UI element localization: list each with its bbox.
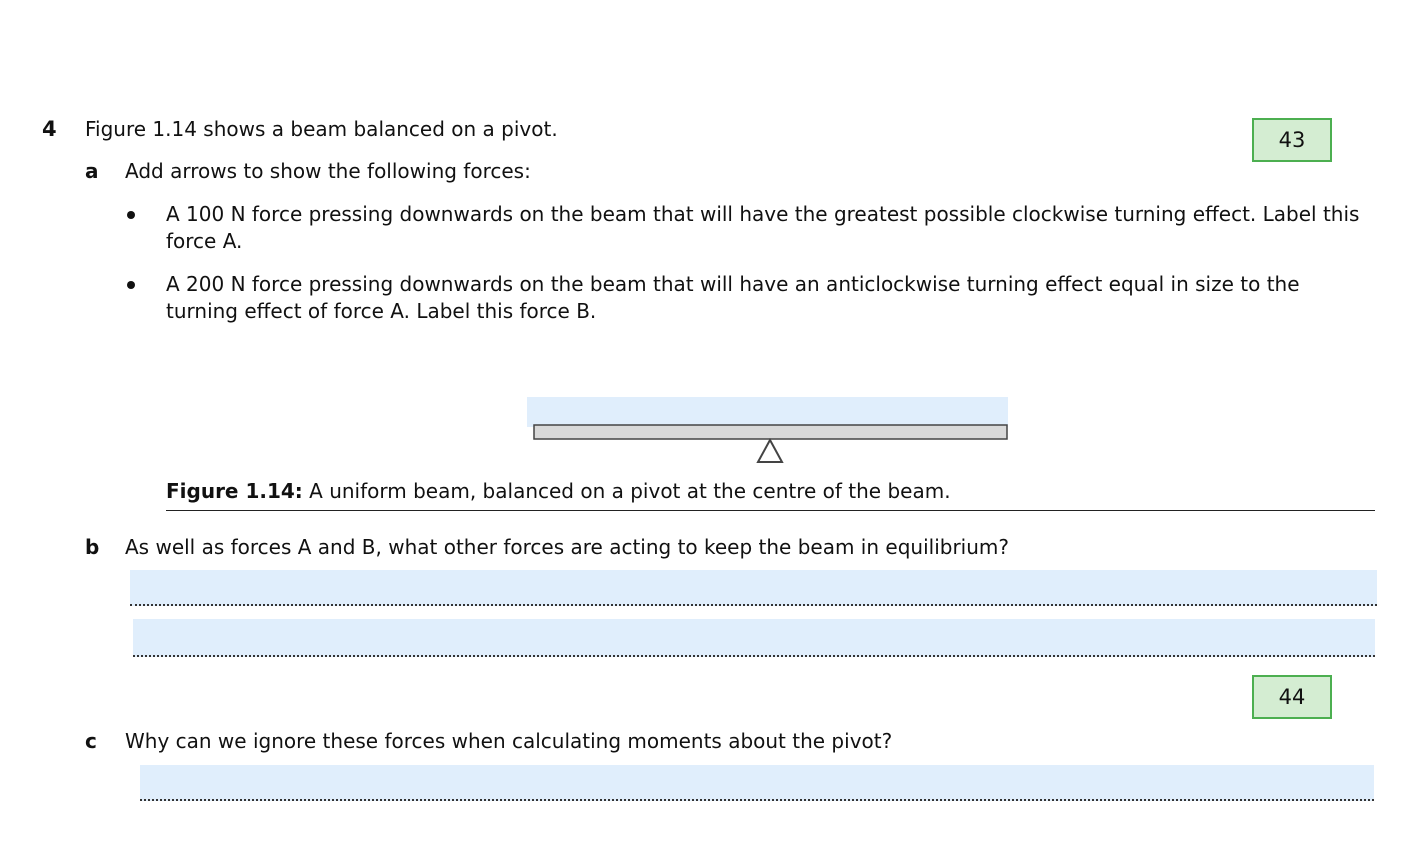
part-b-text: As well as forces A and B, what other forces are acting to keep the beam in equilibrium?	[125, 535, 1009, 559]
part-c-letter: c	[85, 729, 97, 753]
part-b-letter: b	[85, 535, 100, 559]
bullet-force-a: A 100 N force pressing downwards on the beam that will have the greatest possible clockwise turning effect. Label this force A.	[166, 202, 1360, 253]
part-a-letter: a	[85, 159, 99, 183]
part-c-text: Why can we ignore these forces when calculating moments about the pivot?	[125, 729, 893, 753]
bullet-icon	[127, 281, 135, 289]
figure-caption	[166, 478, 951, 505]
answer-c-line-1[interactable]	[140, 765, 1374, 801]
question-stem: Figure 1.14 shows a beam balanced on a pivot.	[85, 117, 558, 141]
bullet-icon	[127, 211, 135, 219]
figure-caption-label: Figure 1.14:	[166, 479, 303, 503]
beam	[534, 425, 1007, 439]
answer-b-line-1[interactable]	[130, 570, 1377, 606]
bullet-force-b: A 200 N force pressing downwards on the beam that will have an anticlockwise turning effect equal in size to the turning effect of force A. Label this force B.	[166, 272, 1300, 323]
page-reference-badge[interactable]: 43	[1252, 118, 1332, 162]
figure-caption-text: A uniform beam, balanced on a pivot at the centre of the beam.	[302, 479, 951, 503]
pivot-icon	[758, 440, 782, 462]
beam-diagram	[520, 420, 1020, 466]
answer-b-line-2[interactable]	[133, 619, 1375, 657]
page-reference-badge[interactable]: 44	[1252, 675, 1332, 719]
caption-divider	[166, 510, 1375, 511]
question-number: 4	[42, 117, 57, 141]
part-a-text: Add arrows to show the following forces:	[125, 159, 531, 183]
